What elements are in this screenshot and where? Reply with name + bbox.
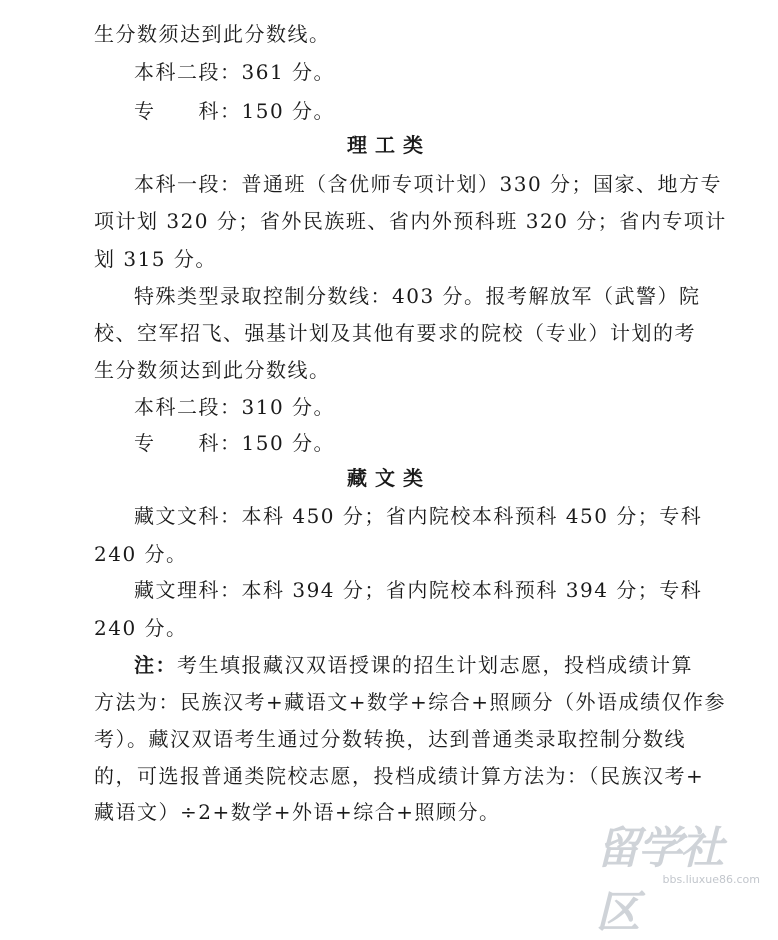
text-line: 项计划 320 分；省外民族班、省内外预科班 320 分；省内专项计 (94, 209, 727, 233)
site-watermark (596, 812, 766, 938)
text-line: 的，可选报普通类院校志愿，投档成绩计算方法为：（民族汉考+ (94, 764, 705, 788)
text-line: 240 分。 (94, 542, 188, 566)
note-label: 注： (134, 653, 177, 677)
text-line: 专 科：150 分。 (134, 99, 336, 123)
watermark-url: bbs.liuxue86.com (662, 873, 760, 886)
text-line: 本科二段：310 分。 (134, 395, 336, 419)
text-line: 校、空军招飞、强基计划及其他有要求的院校（专业）计划的考 (94, 321, 696, 345)
text-line: 本科一段：普通班（含优师专项计划）330 分；国家、地方专 (134, 172, 723, 196)
section-heading: 藏文类 (347, 466, 431, 490)
text-line: 专 科：150 分。 (134, 431, 336, 455)
text-line: 藏文理科：本科 394 分；省内院校本科预科 394 分；专科 (134, 578, 703, 602)
text-line: 生分数须达到此分数线。 (94, 22, 331, 46)
watermark-logo: 留学社区 (596, 823, 722, 938)
text-line: 划 315 分。 (94, 247, 217, 271)
text-line: 考）。藏汉双语考生通过分数转换，达到普通类录取控制分数线 (94, 727, 686, 751)
text-line: 特殊类型录取控制分数线：403 分。报考解放军（武警）院 (134, 284, 701, 308)
text-line: 方法为：民族汉考+藏语文+数学+综合+照顾分（外语成绩仅作参 (94, 690, 727, 714)
note-text: 考生填报藏汉双语授课的招生计划志愿，投档成绩计算 (177, 653, 693, 677)
text-line: 生分数须达到此分数线。 (94, 358, 331, 382)
note-line (134, 651, 734, 679)
text-line: 藏语文）÷2+数学+外语+综合+照顾分。 (94, 800, 501, 824)
text-line: 藏文文科：本科 450 分；省内院校本科预科 450 分；专科 (134, 504, 703, 528)
section-heading: 理工类 (347, 133, 431, 157)
text-line: 本科二段：361 分。 (134, 60, 336, 84)
text-line: 240 分。 (94, 616, 188, 640)
